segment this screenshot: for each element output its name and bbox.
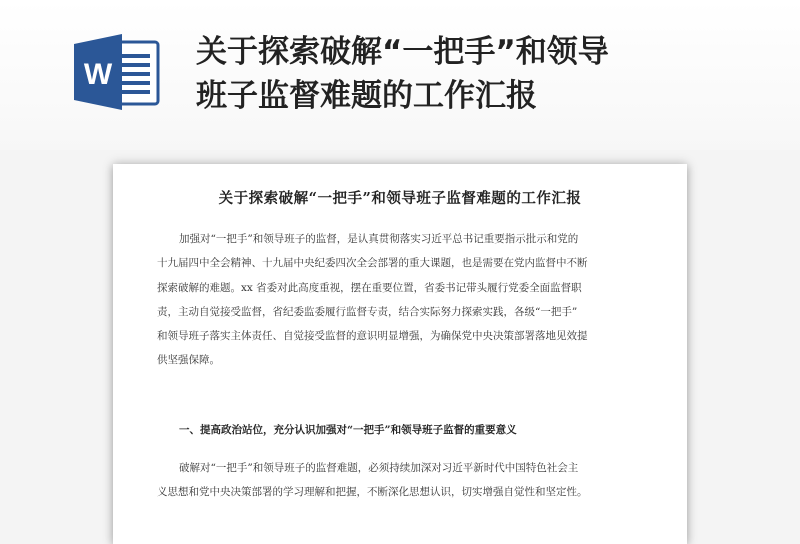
document-page bbox=[113, 164, 687, 544]
paragraph bbox=[157, 227, 643, 373]
text-line: 和领导班子落实主体责任、自觉接受监督的意识明显增强，为确保党中央决策部署落地见效提 bbox=[157, 330, 588, 343]
text-line: 责，主动自觉接受监督，省纪委监委履行监督专责，结合实际努力探索实践，各级“一把手” bbox=[157, 305, 578, 318]
page-title-line: 班子监督难题的工作汇报 bbox=[196, 78, 537, 114]
page-title bbox=[196, 30, 786, 118]
text-line: 加强对“一把手”和领导班子的监督，是认真贯彻落实习近平总书记重要指示批示和党的 bbox=[179, 233, 579, 245]
text-line: 十九届四中全会精神、十九届中央纪委四次全会部署的重大课题，也是需要在党内监督中不断 bbox=[157, 257, 588, 270]
text-line: 探索破解的难题。xx 省委对此高度重视，摆在重要位置，省委书记带头履行党委全面监督职 bbox=[157, 281, 582, 294]
paragraph bbox=[157, 456, 643, 505]
text-line: 破解对“一把手”和领导班子的监督难题，必须持续加深对习近平新时代中国特色社会主 bbox=[179, 462, 579, 474]
word-icon-letter: W bbox=[83, 58, 113, 91]
page-title-line: 关于探索破解“一把手”和领导 bbox=[196, 34, 609, 70]
text-line: 义思想和党中央决策部署的学习理解和把握，不断深化思想认识，切实增强自觉性和坚定性。 bbox=[157, 486, 588, 499]
section-heading: 一、提高政治站位，充分认识加强对“一把手”和领导班子监督的重要意义 bbox=[179, 424, 517, 436]
text-line: 供坚强保障。 bbox=[157, 354, 220, 367]
word-icon bbox=[74, 34, 164, 110]
header-banner bbox=[0, 0, 800, 150]
document-title: 关于探索破解“一把手”和领导班子监督难题的工作汇报 bbox=[218, 190, 582, 207]
